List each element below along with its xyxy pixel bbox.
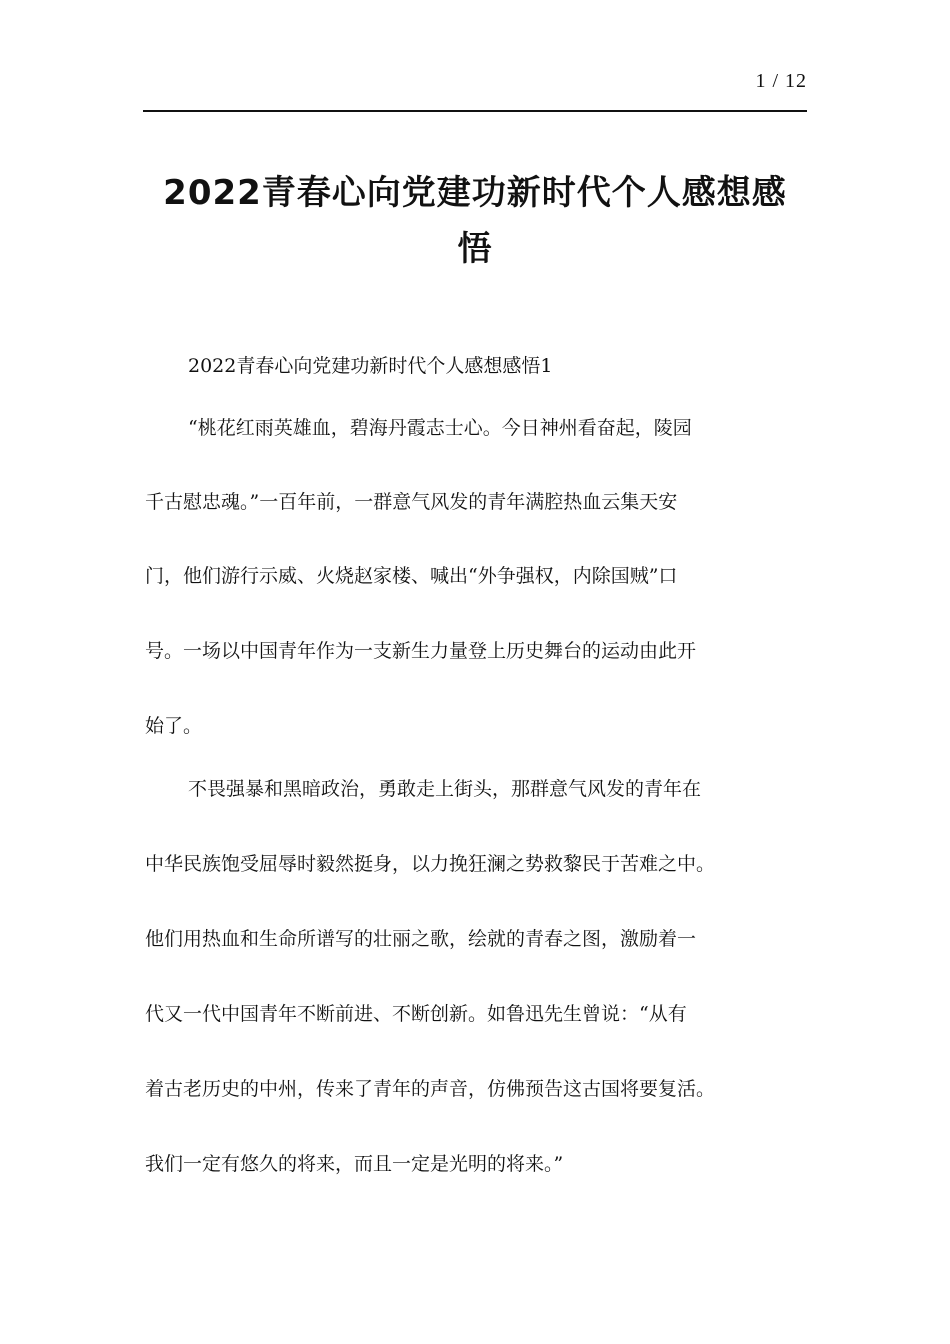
paragraph-2-line-5: 着古老历史的中州，传来了青年的声音，仿佛预告这古国将要复活。 <box>145 1078 716 1100</box>
paragraph-2-line-3: 他们用热血和生命所谱写的壮丽之歌，绘就的青春之图，激励着一 <box>145 928 697 950</box>
section-heading: 2022青春心向党建功新时代个人感想感悟1 <box>188 355 553 377</box>
document-title <box>143 165 807 277</box>
paragraph-1-line-2: 千古慰忠魂。”一百年前，一群意气风发的青年满腔热血云集天安 <box>145 491 678 513</box>
paragraph-1-line-5: 始了。 <box>145 715 203 737</box>
paragraph-2-line-2: 中华民族饱受屈辱时毅然挺身，以力挽狂澜之势救黎民于苦难之中。 <box>145 853 716 875</box>
page-number: 1 / 12 <box>755 70 807 92</box>
paragraph-1-line-3: 门，他们游行示威、火烧赵家楼、喊出“外争强权，内除国贼”口 <box>145 565 678 587</box>
document-title-line-2: 悟 <box>457 229 493 269</box>
paragraph-2-line-6: 我们一定有悠久的将来，而且一定是光明的将来。” <box>145 1153 564 1175</box>
document-title-line-1: 2022青春心向党建功新时代个人感想感 <box>163 173 787 213</box>
paragraph-1-line-1: “桃花红雨英雄血，碧海丹霞志士心。今日神州看奋起，陵园 <box>188 417 692 439</box>
paragraph-2-line-4: 代又一代中国青年不断前进、不断创新。如鲁迅先生曾说：“从有 <box>145 1003 687 1025</box>
paragraph-1-line-4: 号。一场以中国青年作为一支新生力量登上历史舞台的运动由此开 <box>145 640 697 662</box>
header-divider <box>143 110 807 112</box>
paragraph-2-line-1: 不畏强暴和黑暗政治，勇敢走上街头，那群意气风发的青年在 <box>188 778 702 800</box>
